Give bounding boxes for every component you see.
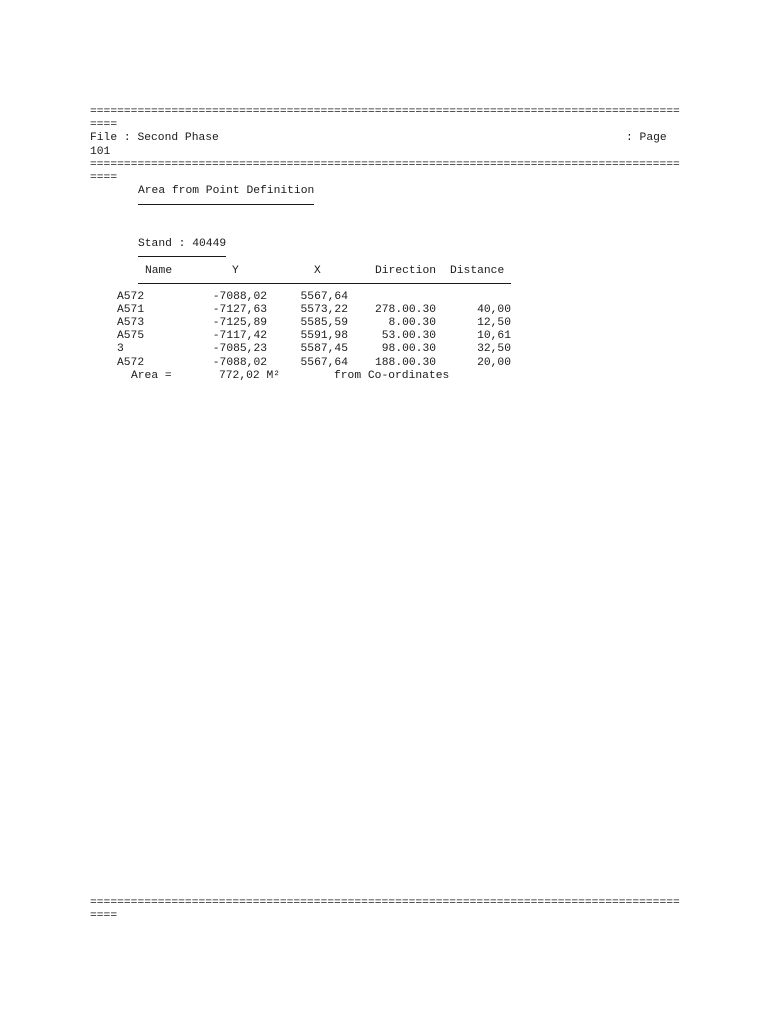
cell-direction: 53.00.30 xyxy=(381,330,436,342)
area-label: Area = xyxy=(131,370,172,382)
cell-x: 5591,98 xyxy=(300,330,348,342)
cell-name: A575 xyxy=(117,330,145,342)
cell-x: 5587,45 xyxy=(300,343,348,355)
cell-x: 5573,22 xyxy=(300,304,348,316)
header-separator-line: ======================================================================================= xyxy=(90,159,680,171)
cell-y: -7088,02 xyxy=(212,357,267,369)
top-separator-wrap: ==== xyxy=(90,119,118,131)
footer-separator-line: ======================================================================================= xyxy=(90,897,680,909)
cell-name: A573 xyxy=(117,317,145,329)
file-label: File : Second Phase xyxy=(90,132,219,144)
cell-direction: 8.00.30 xyxy=(388,317,436,329)
stand-label: Stand : 40449 xyxy=(138,238,227,250)
cell-name: A572 xyxy=(117,291,145,303)
footer-separator-wrap: ==== xyxy=(90,910,118,922)
cell-y: -7127,63 xyxy=(212,304,267,316)
cell-distance: 40,00 xyxy=(477,304,511,316)
page-label: : Page xyxy=(626,132,667,144)
cell-x: 5567,64 xyxy=(300,291,348,303)
section-title: Area from Point Definition xyxy=(138,185,315,197)
cell-name: A571 xyxy=(117,304,145,316)
cell-y: -7088,02 xyxy=(212,291,267,303)
section-title-underline xyxy=(138,204,314,205)
header-separator-wrap: ==== xyxy=(90,172,118,184)
cell-name: A572 xyxy=(117,357,145,369)
stand-underline xyxy=(138,256,226,257)
table-header-underline xyxy=(138,283,511,284)
top-separator-line: ======================================================================================= xyxy=(90,106,680,118)
area-source: from Co-ordinates xyxy=(334,370,450,382)
page-number: 101 xyxy=(90,146,111,158)
cell-name: 3 xyxy=(117,343,124,355)
cell-y: -7117,42 xyxy=(212,330,267,342)
cell-distance: 20,00 xyxy=(477,357,511,369)
cell-distance: 12,50 xyxy=(477,317,511,329)
cell-distance: 10,61 xyxy=(477,330,511,342)
cell-direction: 278.00.30 xyxy=(374,304,436,316)
col-header-x: X xyxy=(314,265,321,277)
col-header-y: Y xyxy=(232,265,239,277)
cell-x: 5567,64 xyxy=(300,357,348,369)
cell-y: -7085,23 xyxy=(212,343,267,355)
col-header-distance: Distance xyxy=(450,265,505,277)
cell-x: 5585,59 xyxy=(300,317,348,329)
cell-direction: 98.00.30 xyxy=(381,343,436,355)
cell-direction: 188.00.30 xyxy=(374,357,436,369)
col-header-direction: Direction xyxy=(375,265,437,277)
col-header-name: Name xyxy=(145,265,173,277)
area-value: 772,02 M² xyxy=(219,370,281,382)
cell-distance: 32,50 xyxy=(477,343,511,355)
cell-y: -7125,89 xyxy=(212,317,267,329)
